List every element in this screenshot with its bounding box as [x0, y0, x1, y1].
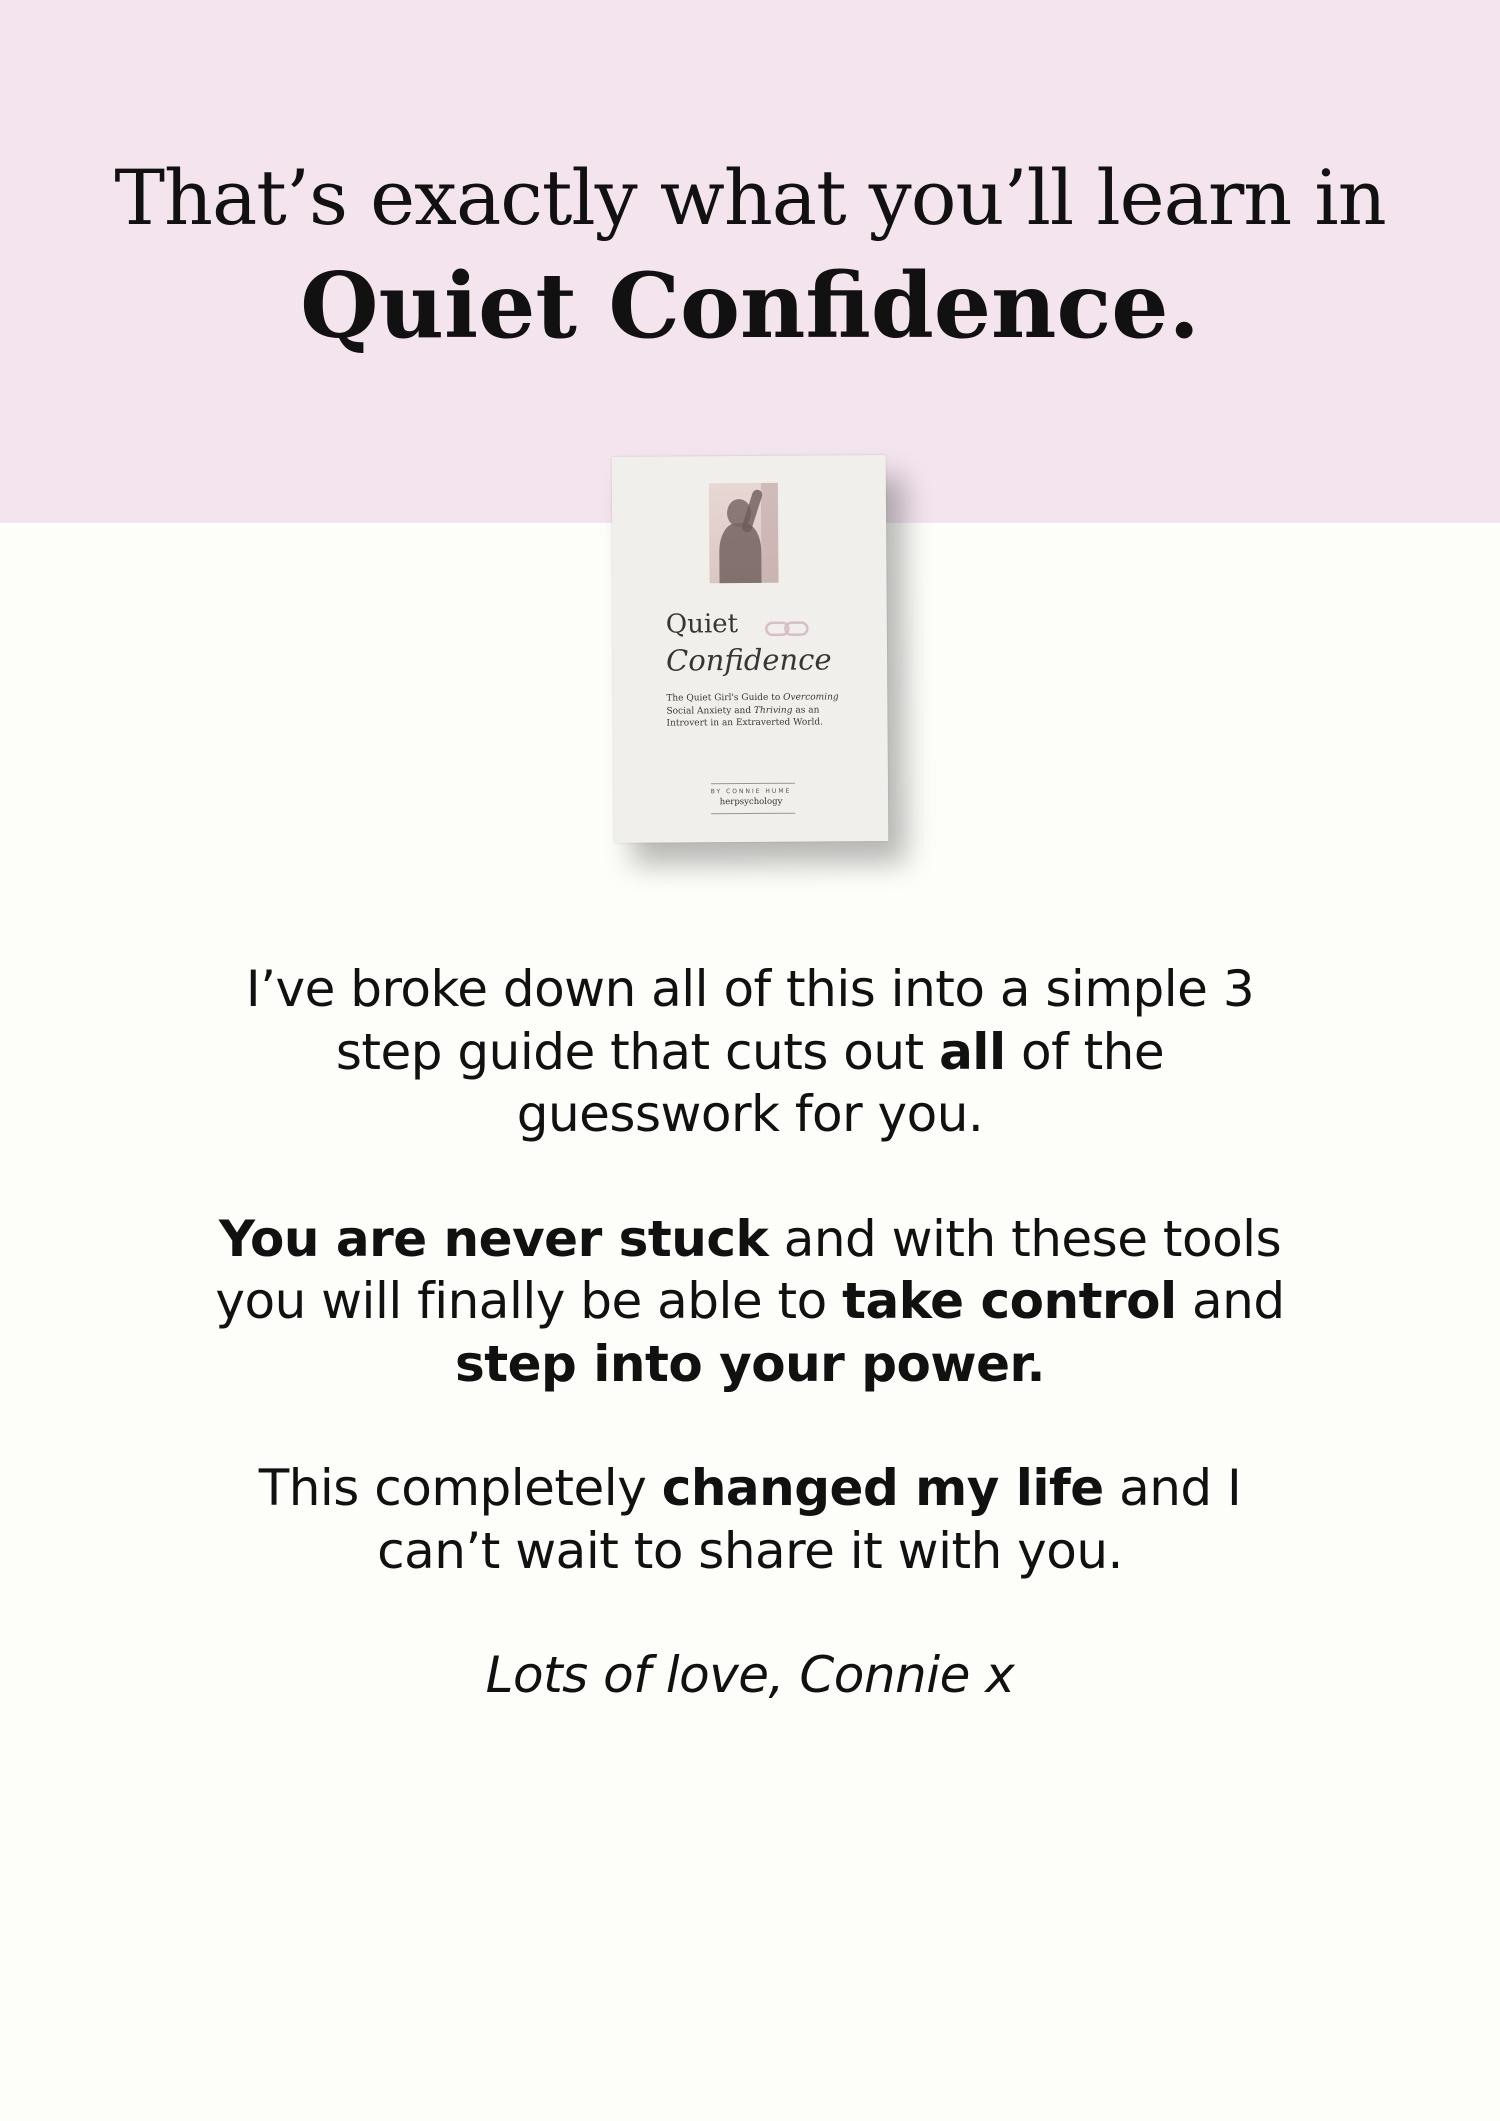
paragraph-never-stuck: [200, 1208, 1300, 1396]
book-brand: herpsychology: [719, 796, 783, 808]
text-run: of the guesswork for you.: [516, 1022, 1165, 1143]
text-run: and with these tools you will finally be able to: [215, 1209, 1282, 1330]
book-title-line2: Confidence: [665, 642, 832, 678]
book-blurb-emphasis: Thriving: [753, 705, 793, 716]
book-divider: [711, 783, 795, 785]
headline-product-name: Quiet Confidence.: [300, 253, 1200, 359]
book-cover: [612, 455, 889, 843]
book-title: [666, 605, 832, 678]
book-blurb-emphasis: Overcoming: [783, 692, 839, 703]
headline-intro: That’s exactly what you’ll learn in: [114, 153, 1386, 242]
book-blurb-text: The Quiet Girl's Guide to: [666, 692, 784, 704]
book-byline: BY CONNIE HUME: [710, 787, 792, 796]
text-run-bold: all: [939, 1022, 1006, 1081]
text-run-bold: step into your power.: [454, 1334, 1046, 1393]
book-title-line1: Quiet: [665, 609, 739, 640]
text-run: and I can’t wait to share it with you.: [377, 1459, 1242, 1580]
text-run: This completely: [258, 1459, 662, 1517]
text-run-bold: take control: [842, 1272, 1177, 1330]
book-divider: [711, 813, 795, 815]
book-blurb-text: Social Anxiety and: [666, 705, 754, 717]
body-copy: [200, 958, 1300, 1707]
text-run: and: [1176, 1272, 1285, 1330]
text-run-bold: You are never stuck: [218, 1209, 769, 1268]
text-run-bold: changed my life: [661, 1459, 1104, 1517]
paragraph-changed-life: [200, 1457, 1300, 1582]
headline: [0, 150, 1500, 366]
book-blurb-text: as an Introvert in an Extraverted World.: [666, 705, 824, 729]
link-icon: [765, 621, 809, 637]
book-cover-photo: [709, 483, 779, 583]
text-run: I’ve broke down all of this into a simple 3 step guide that cuts out: [245, 960, 1255, 1081]
signoff: Lots of love, Connie x: [485, 1646, 1015, 1704]
paragraph-guide: [200, 958, 1300, 1146]
book-blurb: [666, 691, 846, 730]
